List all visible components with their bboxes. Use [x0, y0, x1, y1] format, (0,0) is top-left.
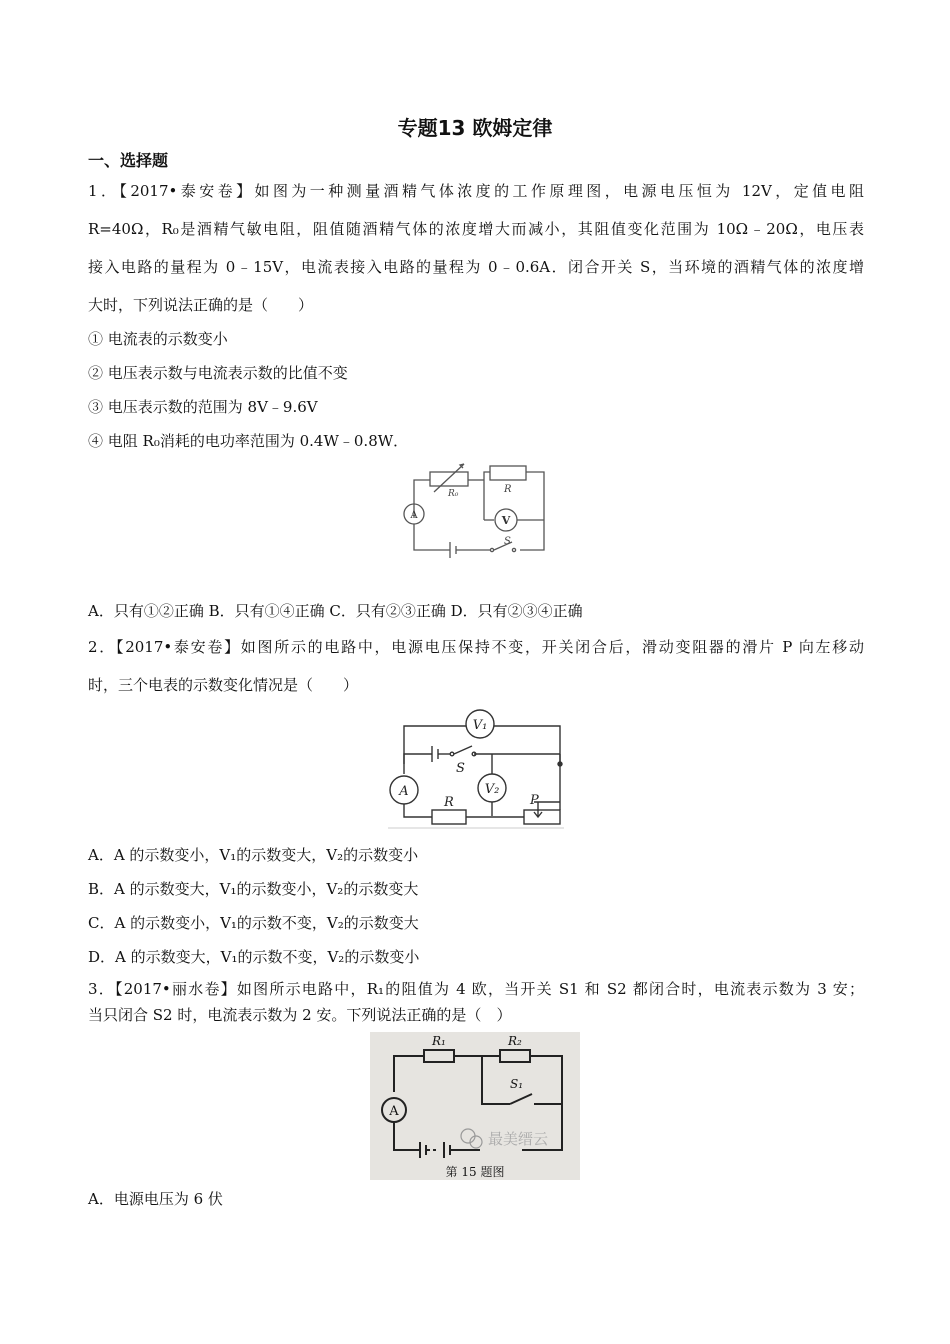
q2-option-d: D．A 的示数变大，V₁的示数不变，V₂的示数变小 [88, 948, 420, 966]
section-heading: 一、选择题 [88, 151, 169, 170]
q3-r1-label: R₁ [432, 1034, 446, 1048]
q3-ammeter-label: A [389, 1104, 399, 1119]
q1-switch-label: S [504, 536, 511, 547]
q2-option-b: B．A 的示数变大，V₁的示数变小，V₂的示数变大 [88, 880, 419, 898]
q1-text-line-2: R=40Ω，R₀是酒精气敏电阻，阻值随酒精气体的浓度增大而减小，其阻值变化范围为 10Ω﹣20Ω，电压表 [88, 220, 864, 238]
q3-text-line-2: 当只闭合 S2 时，电流表示数为 2 安。下列说法正确的是（ ） [88, 1006, 512, 1024]
q2-ammeter-label: A [399, 784, 409, 799]
q2-option-a: A．A 的示数变小，V₁的示数变大，V₂的示数变小 [88, 846, 419, 864]
q1-options: A．只有①②正确 B．只有①④正确 C．只有②③正确 D．只有②③④正确 [88, 602, 583, 620]
q1-text-line-1: 1．【2017•泰安卷】如图为一种测量酒精气体浓度的工作原理图，电源电压恒为 12V，定值电阻 [88, 182, 864, 200]
q2-option-c: C．A 的示数变小，V₁的示数不变，V₂的示数变大 [88, 914, 419, 932]
q3-watermark-text: 最美缙云 [488, 1130, 549, 1148]
q2-v2-label: V₂ [484, 782, 500, 797]
q2-r-label: R [444, 795, 454, 810]
q1-circuit-diagram [400, 462, 552, 570]
q2-text-line-2: 时，三个电表的示数变化情况是（ ） [88, 676, 359, 694]
q3-option-a: A．电源电压为 6 伏 [88, 1190, 223, 1208]
q1-r-label: R [504, 484, 512, 495]
q1-statement-2: ② 电压表示数与电流表示数的比值不变 [88, 364, 348, 382]
q2-circuit-diagram [384, 706, 568, 832]
q1-statement-1: ① 电流表的示数变小 [88, 330, 228, 348]
q1-voltmeter-label: V [501, 514, 511, 527]
q1-text-line-4: 大时，下列说法正确的是（ ） [88, 296, 314, 314]
q3-text-line-1: 3．【2017•丽水卷】如图所示电路中，R₁的阻值为 4 欧，当开关 S1 和 S2 都闭合时，电流表示数为 3 安； [88, 980, 864, 998]
q3-s1-label: S₁ [510, 1077, 524, 1091]
q2-switch-label: S [456, 761, 465, 776]
q1-statement-4: ④ 电阻 R₀消耗的电功率范围为 0.4W﹣0.8W． [88, 432, 409, 450]
q1-text-line-3: 接入电路的量程为 0﹣15V，电流表接入电路的量程为 0﹣0.6A．闭合开关 S，当环境的酒精气体的浓度增 [88, 258, 864, 276]
q3-figure-caption: 第 15 题图 [445, 1165, 505, 1179]
page-title: 专题13 欧姆定律 [397, 116, 553, 140]
q1-r0-label: R₀ [448, 489, 459, 499]
q3-r2-label: R₂ [508, 1034, 522, 1048]
q1-statement-3: ③ 电压表示数的范围为 8V﹣9.6V [88, 398, 318, 416]
q3-circuit-photo [370, 1032, 580, 1180]
q2-p-label: P [530, 793, 539, 808]
q2-text-line-1: 2．【2017•泰安卷】如图所示的电路中，电源电压保持不变，开关闭合后，滑动变阻器的滑片 P 向左移动 [88, 638, 864, 656]
q2-v1-label: V₁ [472, 718, 488, 733]
q1-ammeter-label: A [410, 510, 418, 521]
